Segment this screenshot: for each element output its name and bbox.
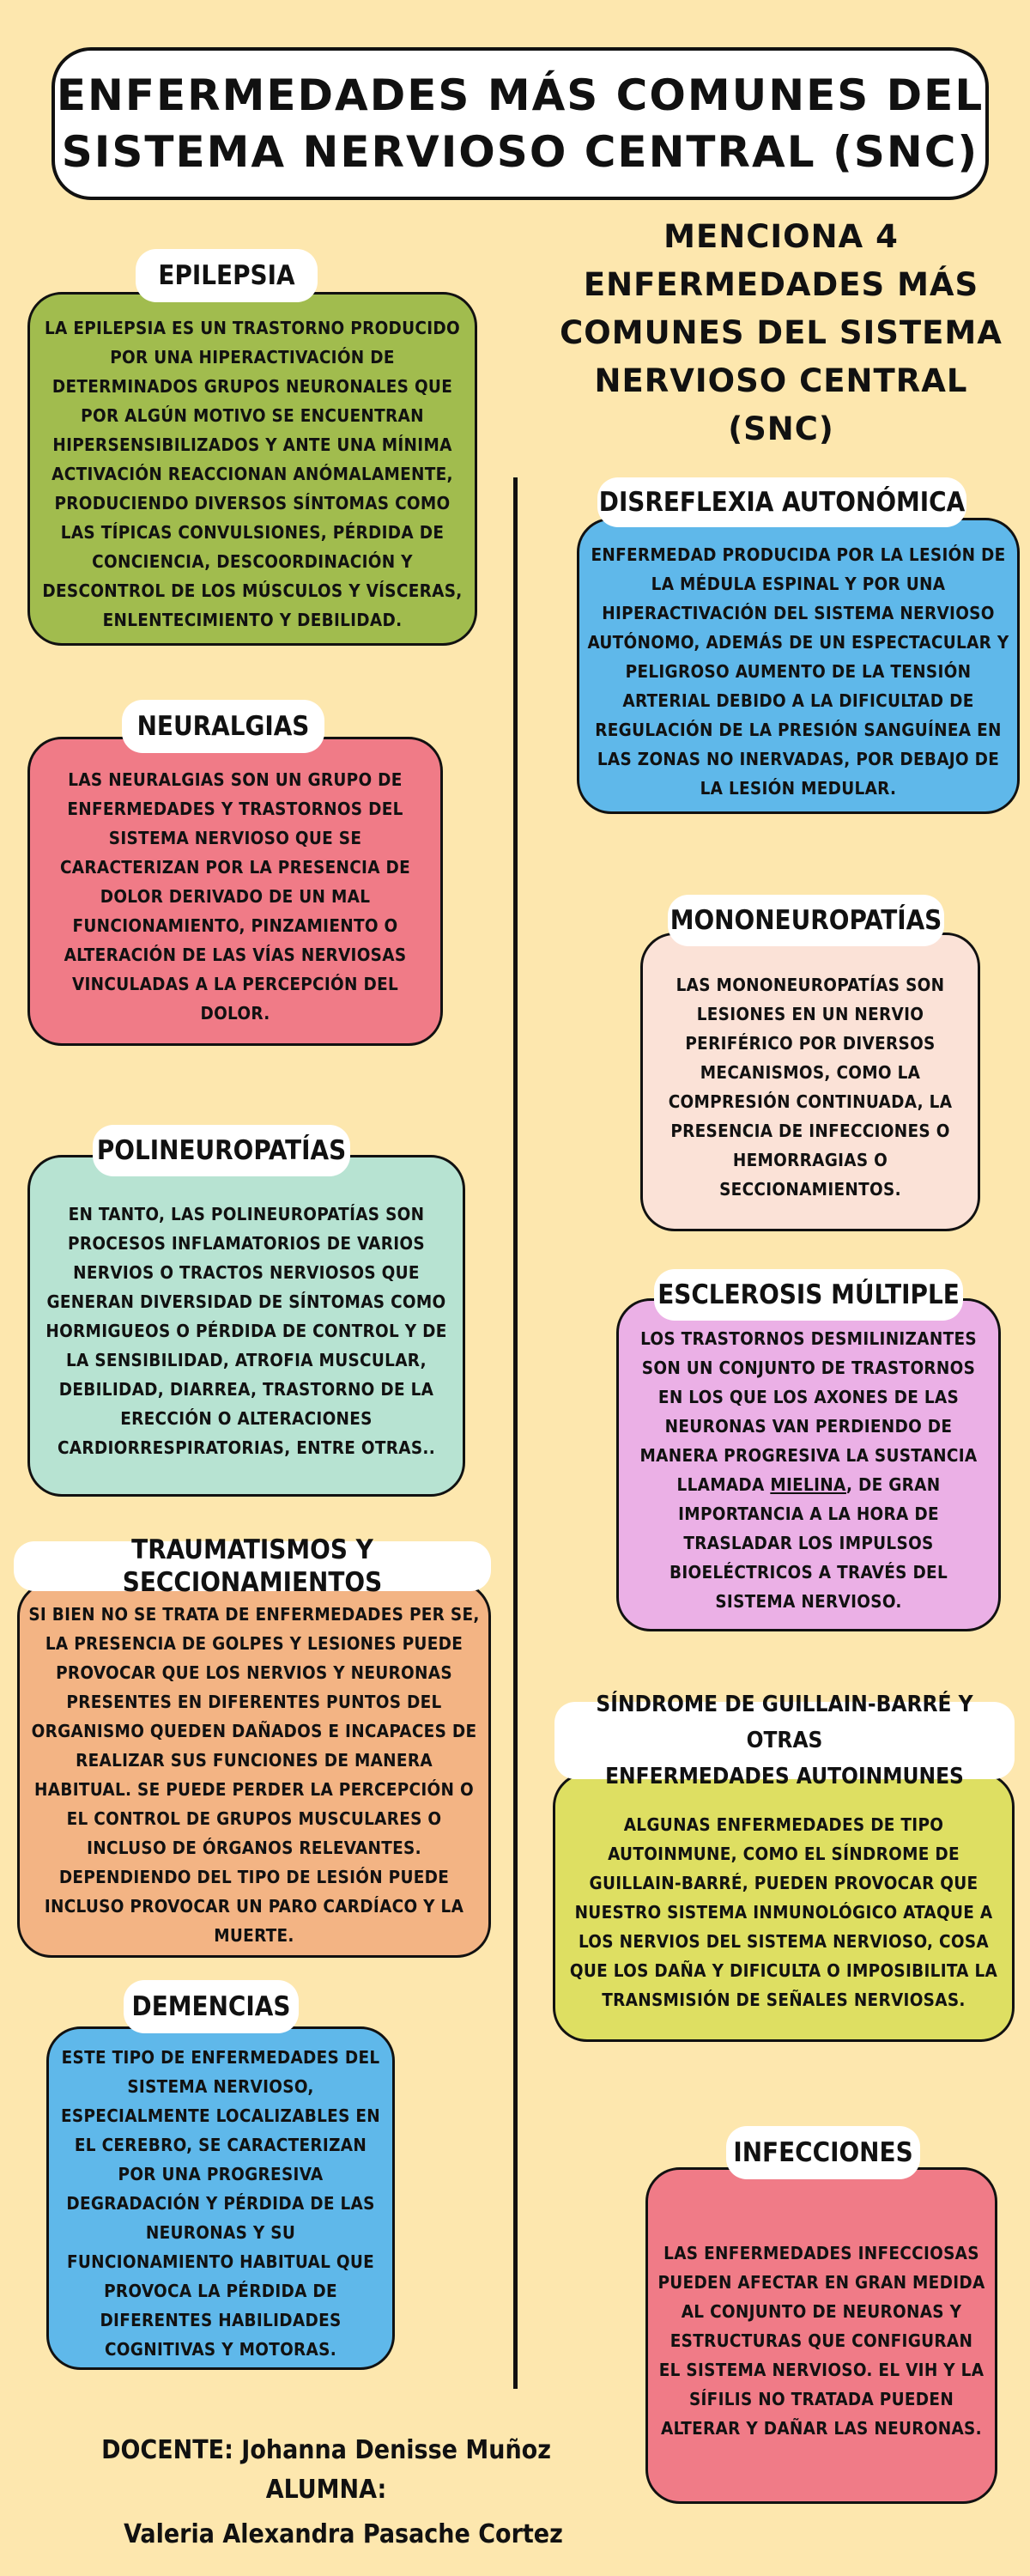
demencias-card [46,2026,395,2370]
polineuropatias-card [27,1155,465,1497]
question-line-4: NERVIOSO CENTRAL [594,362,968,399]
question-line-3: COMUNES DEL SISTEMA [560,314,1003,351]
esclerosis-card [616,1298,1001,1631]
disreflexia-label: DISREFLEXIA AUTONÓMICA [597,477,966,527]
demencias-text: ESTE TIPO DE ENFERMEDADES DEL SISTEMA NERVIOSO, ESPECIALMENTE LOCALIZABLES EN EL CEREBRO, SE CARACTERIZAN POR UNA PROGRESIVA DEGRADACIÓN Y PÉRDIDA DE LAS NEURONAS Y SU FUNCIONAMIENTO HABITUAL QUE PROVOCA LA PÉRDIDA DE DIFERENTES HABILIDADES COGNITIVAS Y MOTORAS. [61,2047,381,2360]
question-line-5: (SNC) [728,410,834,447]
title-line-2: SISTEMA NERVIOSO CENTRAL (SNC) [61,127,979,177]
page-title [52,47,989,200]
traumatismos-card [17,1582,491,1958]
epilepsia-card [27,292,477,646]
question-line-2: ENFERMEDADES MÁS [583,266,979,303]
footer-docente: DOCENTE: Johanna Denisse Muñoz [101,2435,551,2465]
footer-alumna-label: ALUMNA: [265,2475,387,2505]
guillain-card [553,1772,1015,2042]
mielina-term: MIELINA [770,1474,846,1495]
infecciones-card [645,2167,997,2504]
title-line-1: ENFERMEDADES MÁS COMUNES DEL [56,70,985,120]
epilepsia-text: LA EPILEPSIA ES UN TRASTORNO PRODUCIDO POR UNA HIPERACTIVACIÓN DE DETERMINADOS GRUPOS NEURONALES QUE POR ALGÚN MOTIVO SE ENCUENTRAN HIPERSENSIBILIZADOS Y ANTE UNA MÍNIMA ACTIVACIÓN REACCIONAN ANÓMALAMENTE, PRODUCIENDO DIVERSOS SÍNTOMAS COMO LAS TÍPICAS CONVULSIONES, PÉRDIDA DE CONCIENCIA, DESCOORDINACIÓN Y DESCONTROL DE LOS MÚSCULOS Y VÍSCERAS, ENLENTECIMIENTO Y DEBILIDAD. [42,318,463,630]
esclerosis-text [631,1324,986,1616]
guillain-text: ALGUNAS ENFERMEDADES DE TIPO AUTOINMUNE, COMO EL SÍNDROME DE GUILLAIN-BARRÉ, PUEDEN PROVOCAR QUE NUESTRO SISTEMA INMUNOLÓGICO ATAQUE A LOS NERVIOS DEL SISTEMA NERVIOSO, COSA QUE LOS DAÑA Y DIFICULTA O IMPOSIBILITA LA TRANSMISIÓN DE SEÑALES NERVIOSAS. [569,1814,998,2010]
esclerosis-label: ESCLEROSIS MÚLTIPLE [654,1269,963,1321]
disreflexia-card [577,518,1020,814]
infecciones-label: INFECCIONES [726,2126,920,2179]
polineuropatias-label: POLINEUROPATÍAS [93,1125,350,1176]
demencias-label: DEMENCIAS [124,1980,299,2033]
esclerosis-text-before: LOS TRASTORNOS DESMILINIZANTES SON UN CONJUNTO DE TRASTORNOS EN LOS QUE LOS AXONES DE LAS NEURONAS VAN PERDIENDO DE MANERA PROGRESIVA LA SUSTANCIA LLAMADA [639,1328,978,1495]
guillain-label-line-1: SÍNDROME DE GUILLAIN-BARRÉ Y OTRAS [596,1692,973,1753]
neuralgias-text: LAS NEURALGIAS SON UN GRUPO DE ENFERMEDADES Y TRASTORNOS DEL SISTEMA NERVIOSO QUE SE CARACTERIZAN POR LA PRESENCIA DE DOLOR DERIVADO DE UN MAL FUNCIONAMIENTO, PINZAMIENTO O ALTERACIÓN DE LAS VÍAS NERVIOSAS VINCULADAS A LA PERCEPCIÓN DEL DOLOR. [59,769,411,1024]
mononeuropatias-card [640,933,980,1231]
traumatismos-label: TRAUMATISMOS Y SECCIONAMIENTOS [14,1541,491,1591]
traumatismos-text: SI BIEN NO SE TRATA DE ENFERMEDADES PER SE, LA PRESENCIA DE GOLPES Y LESIONES PUEDE PROVOCAR QUE LOS NERVIOS Y NEURONAS PRESENTES EN DIFERENTES PUNTOS DEL ORGANISMO QUEDEN DAÑADOS E INCAPACES DE REALIZAR SUS FUNCIONES DE MANERA HABITUAL. SE PUEDE PERDER LA PERCEPCIÓN O EL CONTROL DE GRUPOS MUSCULARES O INCLUSO DE ÓRGANOS RELEVANTES. DEPENDIENDO DEL TIPO DE LESIÓN PUEDE INCLUSO PROVOCAR UN PARO CARDÍACO Y LA MUERTE. [28,1604,480,1946]
question-heading [549,213,1013,453]
mononeuropatias-text: LAS MONONEUROPATÍAS SON LESIONES EN UN NERVIO PERIFÉRICO POR DIVERSOS MECANISMOS, COMO LA COMPRESIÓN CONTINUADA, LA PRESENCIA DE INFECCIONES O HEMORRAGIAS O SECCIONAMIENTOS. [668,975,953,1200]
neuralgias-card [27,737,443,1046]
question-line-1: MENCIONA 4 [663,218,899,255]
infecciones-text: LAS ENFERMEDADES INFECCIOSAS PUEDEN AFECTAR EN GRAN MEDIDA AL CONJUNTO DE NEURONAS Y ESTRUCTURAS QUE CONFIGURAN EL SISTEMA NERVIOSO. EL VIH Y LA SÍFILIS NO TRATADA PUEDEN ALTERAR Y DAÑAR LAS NEURONAS. [657,2243,985,2439]
polineuropatias-text: EN TANTO, LAS POLINEUROPATÍAS SON PROCESOS INFLAMATORIOS DE VARIOS NERVIOS O TRACTOS NERVIOSOS QUE GENERAN DIVERSIDAD DE SÍNTOMAS COMO HORMIGUEOS O PÉRDIDA DE CONTROL Y DE LA SENSIBILIDAD, ATROFIA MUSCULAR, DEBILIDAD, DIARREA, TRASTORNO DE LA ERECCIÓN O ALTERACIONES CARDIORRESPIRATORIAS, ENTRE OTRAS.. [45,1204,447,1458]
guillain-label-line-2: ENFERMEDADES AUTOINMUNES [605,1764,964,1789]
esclerosis-text-after: , DE GRAN IMPORTANCIA A LA HORA DE TRASLADAR LOS IMPULSOS BIOELÉCTRICOS A TRAVÉS DEL SISTEMA NERVIOSO. [669,1474,948,1612]
neuralgias-label: NEURALGIAS [122,700,324,753]
center-divider [513,477,518,2389]
guillain-label [554,1692,1015,1789]
mononeuropatias-label: MONONEUROPATÍAS [668,895,944,946]
footer-alumna-name: Valeria Alexandra Pasache Cortez [124,2519,563,2549]
epilepsia-label: EPILEPSIA [136,249,318,302]
disreflexia-text: ENFERMEDAD PRODUCIDA POR LA LESIÓN DE LA MÉDULA ESPINAL Y POR UNA HIPERACTIVACIÓN DEL SISTEMA NERVIOSO AUTÓNOMO, ADEMÁS DE UN ESPECTACULAR Y PELIGROSO AUMENTO DE LA TENSIÓN ARTERIAL DEBIDO A LA DIFICULTAD DE REGULACIÓN DE LA PRESIÓN SANGUÍNEA EN LAS ZONAS NO INERVADAS, POR DEBAJO DE LA LESIÓN MEDULAR. [587,544,1009,799]
